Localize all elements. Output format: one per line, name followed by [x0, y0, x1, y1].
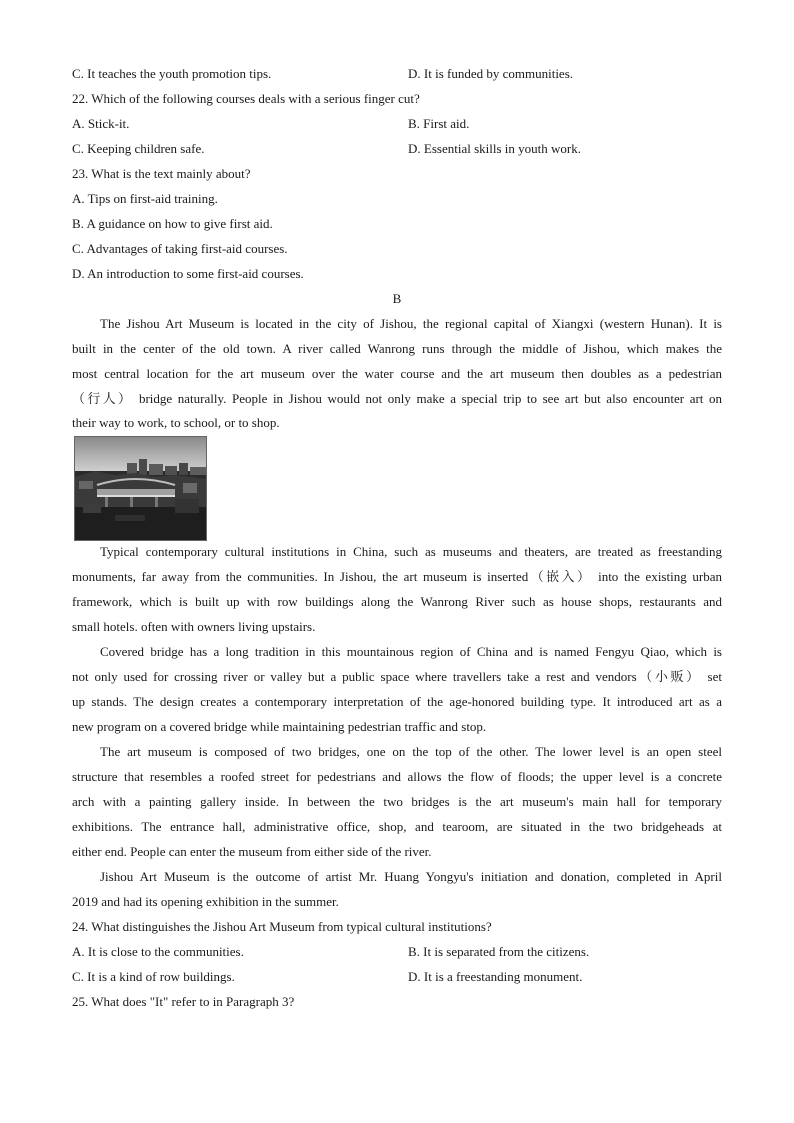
- passage-p1-line: The Jishou Art Museum is located in the city of Jishou, the regional capital of Xiangxi (western Hunan). It is: [100, 316, 722, 331]
- q24-option-d: D. It is a freestanding monument.: [408, 969, 583, 984]
- q24-option-a: A. It is close to the communities.: [72, 944, 244, 959]
- passage-p4-line: The art museum is composed of two bridges, one on the top of the other. The lower level is an open steel: [100, 744, 722, 759]
- passage-p2-line: Typical contemporary cultural institutions in China, such as museums and theaters, are treated as freestanding: [100, 544, 722, 559]
- passage-p1-line: their way to work, to school, or to shop.: [72, 415, 280, 430]
- q25-stem: 25. What does "It" refer to in Paragraph 3?: [72, 994, 295, 1009]
- passage-p2-line: monuments, far away from the communities. In Jishou, the art museum is inserted（嵌入） into the existing urban: [72, 569, 722, 584]
- passage-p3-line: Covered bridge has a long tradition in this mountainous region of China and is named Fengyu Qiao, which is: [100, 644, 722, 659]
- passage-p3-line: new program on a covered bridge while maintaining pedestrian traffic and stop.: [72, 719, 487, 734]
- q22-option-c: C. Keeping children safe.: [72, 141, 205, 156]
- q22-option-d: D. Essential skills in youth work.: [408, 141, 581, 156]
- passage-p4-line: either end. People can enter the museum from either side of the river.: [72, 844, 432, 859]
- q22-option-b: B. First aid.: [408, 116, 470, 131]
- q23-option-a: A. Tips on first-aid training.: [72, 191, 218, 206]
- passage-p2-line: small hotels. often with owners living upstairs.: [72, 619, 316, 634]
- museum-photo: [74, 436, 207, 541]
- q21-option-d: D. It is funded by communities.: [408, 66, 574, 81]
- passage-p5-line: 2019 and had its opening exhibition in the summer.: [72, 894, 339, 909]
- passage-p1-line: （行人） bridge naturally. People in Jishou would not only make a special trip to see art but also encounter art on: [72, 391, 722, 406]
- passage-p4-line: exhibitions. The entrance hall, administrative office, shop, and tearoom, are situated in the two bridgeheads at: [72, 819, 722, 834]
- passage-p5-line: Jishou Art Museum is the outcome of artist Mr. Huang Yongyu's initiation and donation, completed in April: [100, 869, 722, 884]
- passage-p3-line: not only used for crossing river or valley but a public space where travellers take a rest and vendors（小贩） set: [72, 669, 722, 684]
- section-label: B: [392, 291, 402, 306]
- q23-option-c: C. Advantages of taking first-aid courses.: [72, 241, 288, 256]
- passage-p3-line: up stands. The design creates a contemporary interpretation of the age-honored building type. It introduced art as a: [72, 694, 722, 709]
- passage-p1-line: most central location for the art museum over the water course and the art museum then doubles as a pedestrian: [72, 366, 722, 381]
- q22-option-a: A. Stick-it.: [72, 116, 130, 131]
- q22-stem: 22. Which of the following courses deals with a serious finger cut?: [72, 91, 420, 106]
- q24-option-b: B. It is separated from the citizens.: [408, 944, 590, 959]
- passage-p4-line: arch with a painting gallery inside. In between the two bridges is the art museum's main hall for temporary: [72, 794, 722, 809]
- q23-option-d: D. An introduction to some first-aid courses.: [72, 266, 304, 281]
- q23-option-b: B. A guidance on how to give first aid.: [72, 216, 273, 231]
- q24-option-c: C. It is a kind of row buildings.: [72, 969, 235, 984]
- q24-stem: 24. What distinguishes the Jishou Art Museum from typical cultural institutions?: [72, 919, 492, 934]
- passage-p1-line: built in the center of the old town. A river called Wanrong runs through the middle of Jishou, which makes the: [72, 341, 722, 356]
- passage-p2-line: framework, which is built up with row buildings along the Wanrong River such as house shops, restaurants and: [72, 594, 722, 609]
- q21-option-c: C. It teaches the youth promotion tips.: [72, 66, 272, 81]
- passage-p4-line: structure that resembles a roofed street for pedestrians and allows the flow of floods; the upper level is a concrete: [72, 769, 722, 784]
- q23-stem: 23. What is the text mainly about?: [72, 166, 251, 181]
